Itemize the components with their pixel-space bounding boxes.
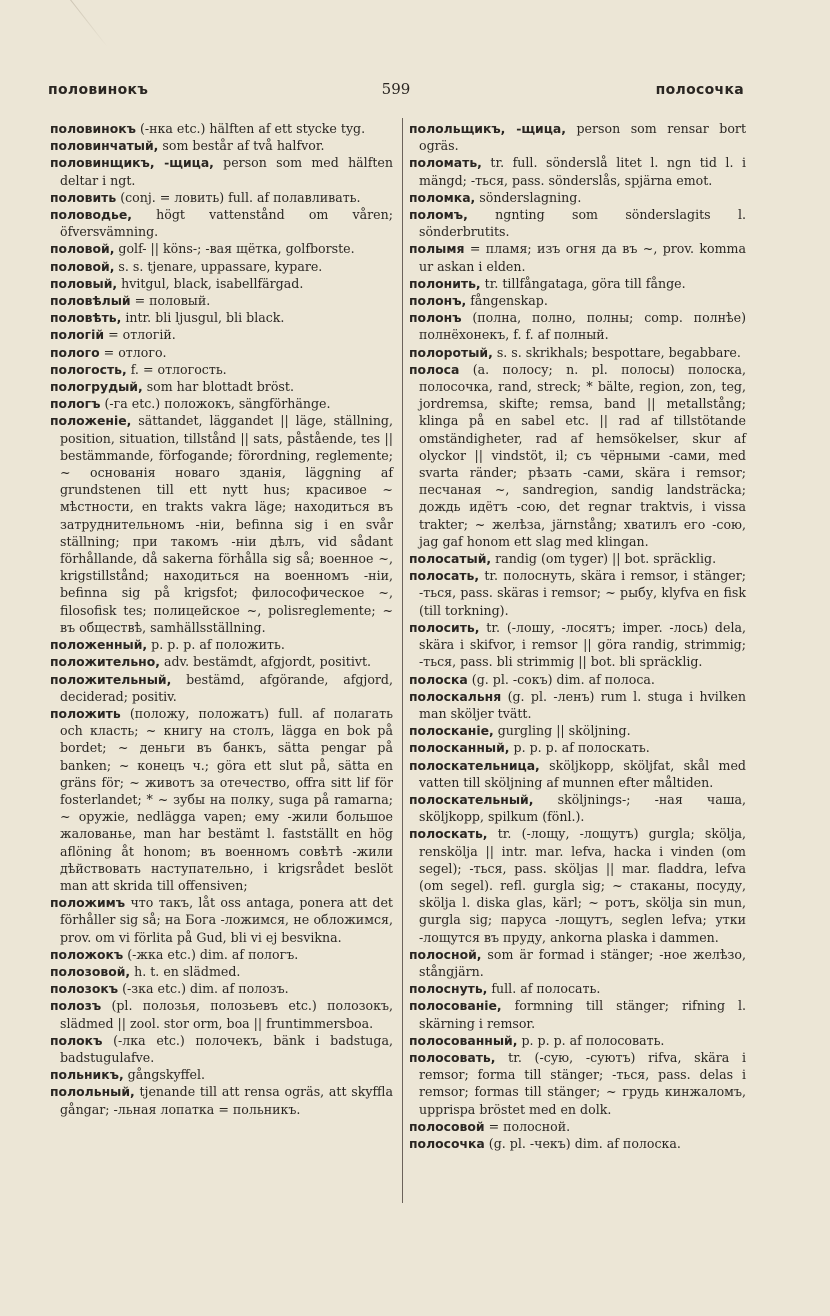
entry-definition: sköljkopp, sköljfat, skål med vatten till sköljning af munnen efter måltiden.	[419, 757, 746, 790]
entry-definition: som har blottadt bröst.	[142, 379, 294, 395]
dictionary-entry	[409, 292, 746, 309]
entry-headword: полосканный,	[409, 740, 510, 756]
dictionary-entry	[409, 1135, 746, 1152]
entry-headword: половой,	[50, 241, 115, 257]
dictionary-entry	[409, 791, 746, 825]
dictionary-entry	[409, 997, 746, 1031]
dictionary-entry	[50, 309, 393, 326]
entry-definition: (-жка etc.) dim. af пологъ.	[123, 946, 299, 962]
dictionary-entry	[409, 550, 746, 567]
entry-headword: полымя	[409, 241, 465, 257]
entry-headword: полокъ	[50, 1032, 103, 1048]
entry-headword: половинчатый,	[50, 138, 159, 154]
entry-definition: fångenskap.	[466, 293, 548, 309]
entry-definition: s. s. skrikhals; bespottare, begabbare.	[492, 344, 741, 360]
entry-definition: bestämd, afgörande, afgjord, deciderad; positiv.	[60, 671, 393, 704]
dictionary-entry	[50, 344, 393, 361]
dictionary-entry	[50, 395, 393, 412]
entry-headword: половинокъ	[50, 121, 136, 136]
entry-definition: (полна, полно, полны; comp. полнѣе) полнёхонекъ, f. f. af полный.	[419, 310, 746, 343]
dictionary-entry	[409, 344, 746, 361]
page-header	[48, 82, 744, 104]
dictionary-entry	[409, 688, 746, 722]
entry-definition: (-лка etc.) полочекъ, bänk i badstuga, badstugulafve.	[60, 1032, 393, 1065]
entry-definition: (conj. = ловить) full. af полавливать.	[116, 189, 361, 205]
entry-headword: полосать,	[409, 568, 480, 584]
column-divider	[402, 118, 403, 1203]
dictionary-entry	[409, 120, 746, 154]
entry-definition: что такъ, låt oss antaga, ponera att det förhåller sig så; на Бога -ложимся, не обложимся, prov. om vi förlita på Gud, bli vi ej besvikna.	[60, 895, 393, 945]
dictionary-entry	[50, 1066, 393, 1083]
entry-definition: sönderslagning.	[475, 189, 582, 205]
entry-definition: (-нка etc.) hälften af ett stycke tyg.	[135, 121, 366, 136]
entry-definition: = отлого.	[99, 344, 167, 360]
entry-definition: intr. bli ljusgul, bli black.	[121, 310, 285, 326]
entry-headword: половый,	[50, 275, 118, 291]
entry-definition: (g. pl. -чекъ) dim. af полоска.	[484, 1135, 681, 1151]
entry-headword: половой,	[50, 258, 115, 274]
dictionary-entry	[50, 378, 393, 395]
dictionary-entry	[50, 189, 393, 206]
entry-headword: полосованный,	[409, 1032, 518, 1048]
dictionary-entry	[409, 980, 746, 997]
entry-definition: tr. (-лощу, -лощутъ) gurgla; skölja, renskölja || intr. mar. lefva, hacka i vinden (om segel); -ться, pass. sköljas || mar. fladdra, lefva (om segel). refl. gurgla sig; ~ стаканы, посуду, skölja l. diska glas, kärl; ~ ротъ, skölja sin mun, gurgla sig; паруса -лощутъ, seglen lefva; утки -лощутся въ пруду, ankorna plaska i dammen.	[419, 826, 746, 945]
dictionary-entry	[409, 154, 746, 188]
entry-definition: högt vattenstånd om våren; öfversvämning.	[60, 207, 393, 240]
dictionary-entry	[50, 275, 393, 292]
entry-definition: = полосной.	[484, 1118, 571, 1134]
entry-headword: полонъ	[409, 310, 462, 326]
dictionary-entry	[50, 1083, 393, 1117]
dictionary-entry	[409, 946, 746, 980]
entry-definition: adv. bestämdt, afgjordt, positivt.	[159, 654, 372, 670]
entry-definition: (положу, положатъ) full. af полагать och класть; ~ книгу на столъ, lägga en bok på bordet; ~ деньги въ банкъ, sätta pengar på banken; ~ конецъ ч.; göra ett slut på, sätta en gräns för; ~ животъ за отечество, offra sitt lif för fosterlandet; * ~ зубы на полку, suga på ramarna; ~ оружіе, nedlägga vapen; ему -жили большое жалованье, man har bestämt l. fastställt en hög aflöning åt honom; въ военномъ совѣтѣ -жили дѣйствовать наступательно, i krigsrådet beslöt man att skrida till offensiven;	[60, 705, 393, 893]
header-right-guideword: полосочка	[655, 82, 744, 98]
entry-headword: полосить,	[409, 619, 480, 635]
entry-headword: пологъ	[50, 396, 101, 412]
entry-definition: (a. полосу; n. pl. полосы) полоска, полосочка, rand, streck; * bälte, region, zon, teg, jordremsa, skifte; remsa, band || metallstång; klinga på en sabel etc. || rad af tillstötande omständigheter, rad af hemsökelser, skur af olyckor || vindstöt, il; съ чёрными -сами, med svarta ränder; рѣзать -сами, skära i remsor; песчаная ~, sandregion, sandig landsträcka; дождь идётъ -сою, det regnar traktvis, i vissa trakter; ~ желѣза, järnstång; хватилъ его -сою, jag gaf honom ett slag med klingan.	[419, 361, 746, 549]
dictionary-entry	[409, 1032, 746, 1049]
dictionary-entry	[409, 275, 746, 292]
entry-definition: (-га etc.) положокъ, sängförhänge.	[100, 396, 331, 412]
entry-definition: full. af полосать.	[487, 981, 601, 997]
entry-definition: p. p. p. af полоскать.	[509, 740, 650, 756]
entry-headword: пологрудый,	[50, 379, 143, 395]
dictionary-entry	[409, 206, 746, 240]
entry-headword: поломъ,	[409, 207, 468, 223]
entry-headword: полосованіе,	[409, 998, 502, 1014]
dictionary-entry	[50, 137, 393, 154]
entry-headword: полонъ,	[409, 293, 467, 309]
entry-headword: половить	[50, 189, 117, 205]
entry-definition: ngnting som sönderslagits l. sönderbrutits.	[419, 207, 746, 240]
entry-headword: полонить,	[409, 275, 481, 291]
dictionary-entry	[409, 567, 746, 619]
dictionary-entry	[50, 240, 393, 257]
entry-definition: tjenande till att rensa ogräs, att skyffla gångar; -льная лопатка = польникъ.	[60, 1084, 393, 1117]
dictionary-entry	[409, 1118, 746, 1135]
entry-headword: полоскать,	[409, 826, 488, 842]
entry-definition: (g. pl. -сокъ) dim. af полоса.	[467, 671, 655, 687]
dictionary-entry	[409, 739, 746, 756]
entry-headword: полосной,	[409, 946, 482, 962]
entry-headword: положеніе,	[50, 413, 132, 429]
dictionary-entry	[50, 894, 393, 946]
entry-headword: полольный,	[50, 1084, 135, 1100]
entry-definition: gurgling || sköljning.	[493, 723, 631, 739]
entry-definition: formning till stänger; rifning l. skärning i remsor.	[419, 998, 746, 1031]
entry-definition: som består af två halfvor.	[158, 138, 325, 154]
dictionary-entry	[409, 722, 746, 739]
entry-headword: полозъ	[50, 998, 102, 1014]
entry-definition: golf- || köns-; -вая щётка, golfborste.	[114, 241, 355, 257]
entry-headword: поломка,	[409, 189, 476, 205]
dictionary-entry	[409, 189, 746, 206]
dictionary-entry	[50, 1032, 393, 1066]
entry-headword: половинщикъ, -щица,	[50, 155, 214, 171]
entry-headword: поломать,	[409, 155, 482, 171]
entry-definition: hvitgul, black, isabellfärgad.	[117, 275, 304, 291]
dictionary-entry	[50, 671, 393, 705]
entry-headword: половодье,	[50, 207, 132, 223]
entry-definition: sköljnings-; -ная чаша, sköljkopp, spilkum (fönl.).	[419, 791, 746, 825]
entry-headword: полоскальня	[409, 688, 502, 704]
page-number: 599	[381, 80, 411, 98]
entry-definition: = отлогій.	[104, 327, 176, 343]
dictionary-entry	[50, 636, 393, 653]
entry-definition: som är formad i stänger; -ное желѣзо, stångjärn.	[419, 946, 746, 979]
dictionary-entry	[409, 671, 746, 688]
dictionary-entry	[50, 653, 393, 670]
dictionary-entry	[409, 309, 746, 343]
entry-headword: полоска	[409, 671, 468, 687]
entry-definition: (-зка etc.) dim. af полозъ.	[118, 981, 289, 997]
entry-headword: положительный,	[50, 671, 172, 687]
entry-definition: tr. (-лошу, -лосятъ; imper. -лось) dela, skära i skifvor, i remsor || göra randig, strimmig; -ться, pass. bli strimmig || bot. bli spräcklig.	[419, 619, 746, 670]
entry-definition: p. p. p. af положить.	[147, 637, 285, 653]
entry-definition: randig (om tyger) || bot. spräcklig.	[491, 551, 717, 567]
entry-headword: положительно,	[50, 654, 160, 670]
dictionary-entry	[50, 946, 393, 963]
entry-definition: tr. tillfångataga, göra till fånge.	[480, 275, 686, 291]
dictionary-entry	[50, 292, 393, 309]
entry-headword: польникъ,	[50, 1067, 124, 1083]
entry-headword: полосатый,	[409, 551, 492, 567]
entry-definition: person som med hälften deltar i ngt.	[60, 155, 393, 188]
entry-definition: (g. pl. -ленъ) rum l. stuga i hvilken man sköljer tvätt.	[419, 688, 746, 721]
entry-definition: h. t. en slädmed.	[130, 963, 241, 979]
entry-definition: tr. full. sönderslå litet l. ngn tid l. i mängd; -ться, pass. sönderslås, spjärna emot.	[419, 155, 746, 188]
entry-definition: tr. полоснуть, skära i remsor, i stänger; -ться, pass. skäras i remsor; ~ рыбу, klyfva en fisk (till torkning).	[419, 568, 746, 618]
entry-definition: gångskyffel.	[123, 1067, 206, 1083]
entry-headword: полосовать,	[409, 1049, 496, 1065]
left-column	[50, 120, 393, 1118]
dictionary-entry	[50, 997, 393, 1031]
dictionary-entry	[409, 825, 746, 945]
entry-headword: полольщикъ, -щица,	[409, 121, 566, 136]
entry-headword: половѣть,	[50, 310, 122, 326]
entry-definition: sättandet, läggandet || läge, ställning, position, situation, tillstånd || sats, påstående, tes || bestämmande, förfogande; förordning, reglemente; ~ основанія новаго зданія, läggning af grundstenen till ett nytt hus; красивое ~ мѣстности, en trakts vakra läge; находиться въ затруднительномъ -ніи, befinna sig i en svår ställning; при такомъ -ніи дѣлъ, vid sådant förhållande, då sakerna förhålla sig så; военное ~, krigstillstånd; находиться на военномъ -ніи, befinna sig på krigsfot; философическое ~, filosofisk tes; полицейское ~, polisreglemente; ~ въ обществѣ, samhällsställning.	[60, 413, 393, 635]
dictionary-entry	[50, 963, 393, 980]
entry-definition: s. s. tjenare, uppassare, kypare.	[114, 258, 323, 274]
dictionary-entry	[409, 361, 746, 550]
entry-headword: положимъ	[50, 895, 126, 911]
entry-definition: = пламя; изъ огня да въ ~, prov. komma ur askan i elden.	[419, 241, 746, 274]
entry-definition: tr. (-сую, -суютъ) rifva, skära i remsor; forma till stänger; -ться, pass. delas i remsor; formas till stänger; ~ грудь кинжаломъ, upprispa bröstet med en dolk.	[419, 1049, 746, 1117]
entry-headword: полосочка	[409, 1135, 485, 1151]
entry-headword: полоса	[409, 361, 460, 377]
dictionary-entry	[409, 1049, 746, 1118]
entry-headword: полосканіе,	[409, 723, 494, 739]
dictionary-entry	[50, 326, 393, 343]
paper-crease	[70, 0, 108, 47]
dictionary-entry	[50, 412, 393, 636]
entry-headword: пологость,	[50, 361, 127, 377]
entry-headword: полозокъ	[50, 981, 119, 997]
entry-definition: p. p. p. af полосовать.	[517, 1032, 665, 1048]
dictionary-entry	[50, 120, 393, 137]
entry-headword: полоснуть,	[409, 981, 488, 997]
entry-headword: положить	[50, 705, 121, 721]
entry-definition: person som rensar bort ogräs.	[419, 121, 746, 154]
dictionary-entry	[50, 980, 393, 997]
entry-headword: полого	[50, 344, 100, 360]
entry-headword: полозовой,	[50, 963, 131, 979]
entry-definition: f. = отлогость.	[126, 361, 227, 377]
header-left-guideword: половинокъ	[48, 82, 149, 98]
entry-headword: полоротый,	[409, 344, 493, 360]
entry-definition: (pl. полозья, полозьевъ etc.) полозокъ, slädmed || zool. stor orm, boa || fruntimmersboa.	[60, 998, 393, 1031]
dictionary-entry	[409, 757, 746, 791]
entry-headword: половѣлый	[50, 293, 131, 309]
entry-headword: полоскательный,	[409, 791, 534, 807]
entry-headword: полоскательница,	[409, 757, 540, 773]
entry-headword: полосовой	[409, 1118, 485, 1134]
entry-definition: = половый.	[130, 293, 211, 309]
entry-headword: пологій	[50, 327, 105, 343]
right-column	[409, 120, 746, 1152]
dictionary-entry	[50, 258, 393, 275]
dictionary-entry	[50, 206, 393, 240]
dictionary-entry	[409, 619, 746, 671]
dictionary-entry	[50, 361, 393, 378]
entry-headword: положокъ	[50, 946, 124, 962]
dictionary-entry	[50, 705, 393, 894]
entry-headword: положенный,	[50, 637, 148, 653]
dictionary-entry	[50, 154, 393, 188]
dictionary-entry	[409, 240, 746, 274]
